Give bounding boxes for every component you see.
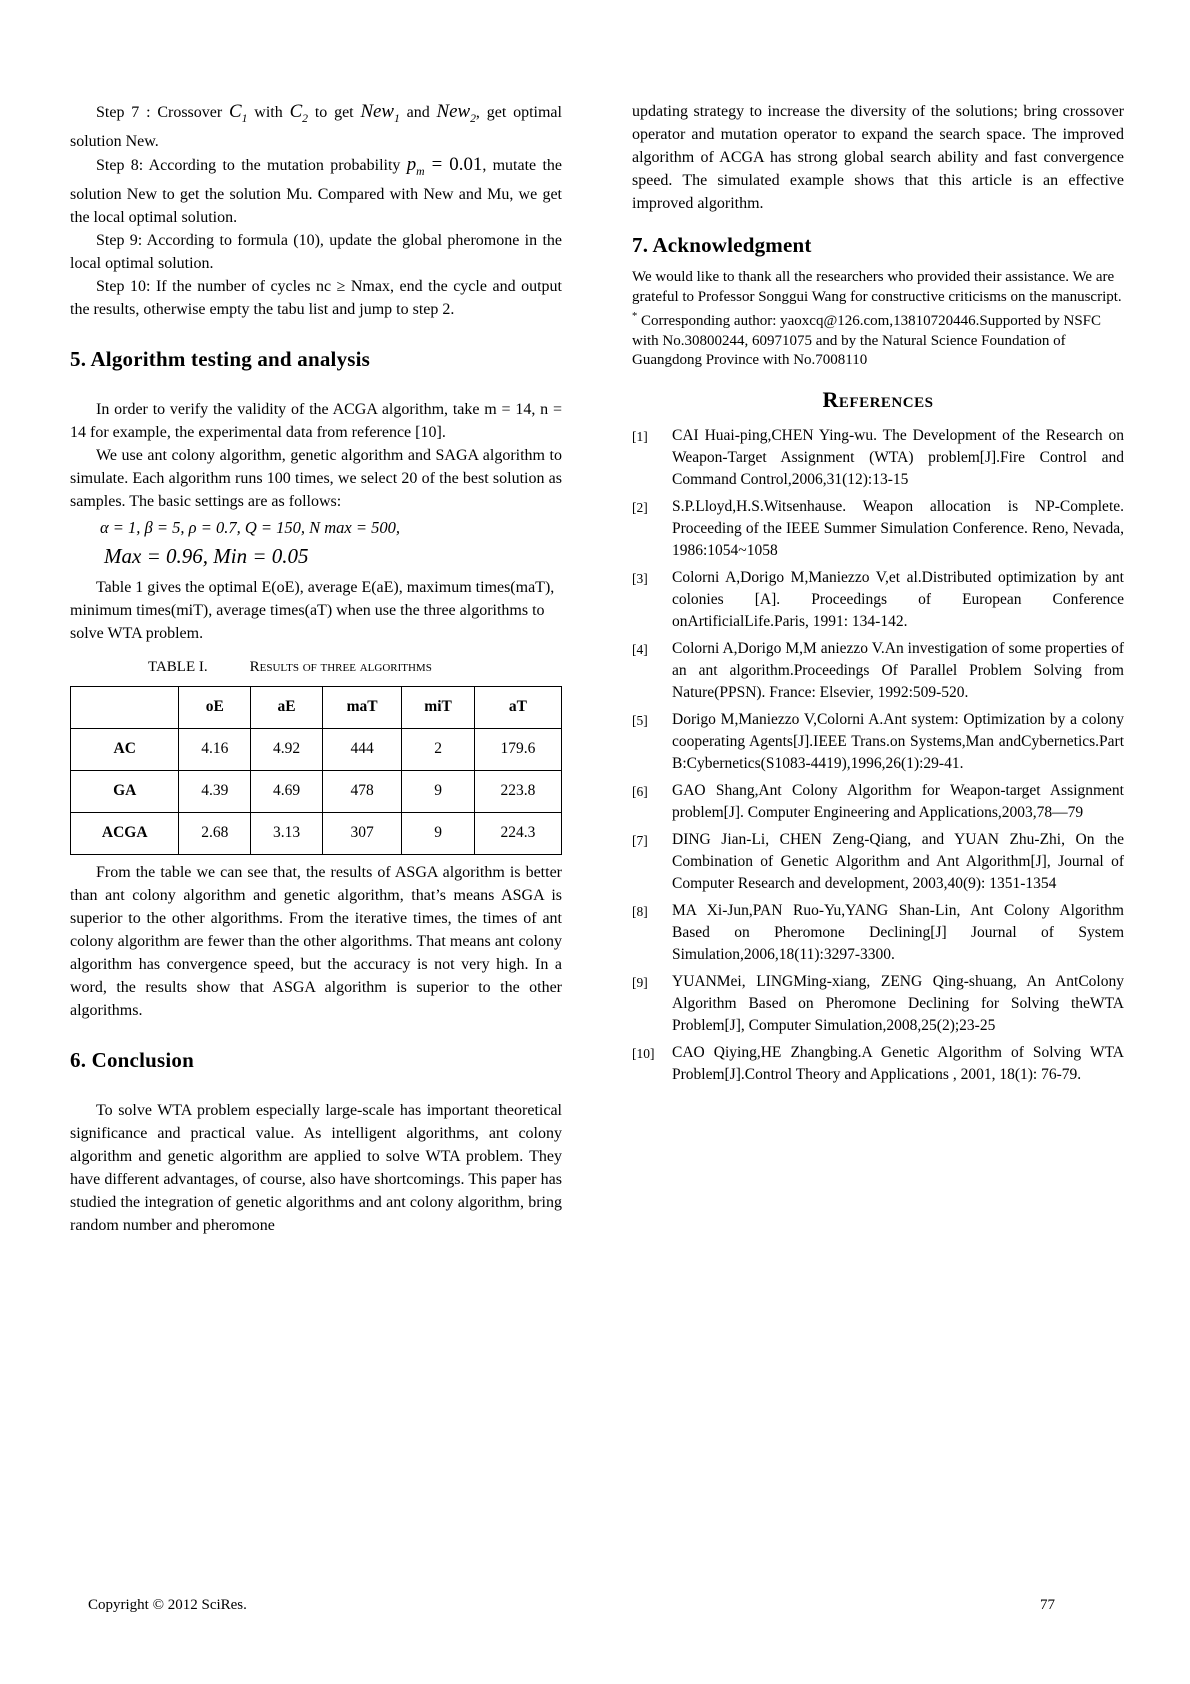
table-cell: 224.3 — [474, 812, 561, 854]
text-run: Step 7 : Crossover — [96, 104, 230, 121]
reference-item — [632, 425, 1124, 491]
table-caption — [70, 659, 562, 676]
header-cell-oE: oE — [179, 686, 251, 728]
row-label: ACGA — [71, 812, 179, 854]
formula-parameters: α = 1, β = 5, ρ = 0.7, Q = 150, N max = 500, — [100, 517, 401, 537]
reference-number: [7] — [632, 832, 648, 848]
reference-text: GAO Shang,Ant Colony Algorithm for Weapon-target Assignment problem[J]. Computer Engineering and Applications,2003,78—79 — [672, 781, 1124, 821]
table-cell: 9 — [402, 812, 475, 854]
table-cell: 478 — [322, 770, 401, 812]
table-cell: 2 — [402, 728, 475, 770]
header-cell-aE: aE — [251, 686, 323, 728]
table-cell: 223.8 — [474, 770, 561, 812]
header-cell-blank — [71, 686, 179, 728]
subscript: 2 — [302, 111, 308, 125]
reference-text: Colorni A,Dorigo M,M aniezzo V.An investigation of some properties of an ant algorithm.Proceedings Of Parallel Problem Solving from Nature(PPSN). France: Elsevier, 1992:509-520. — [672, 639, 1124, 701]
table-cell: 444 — [322, 728, 401, 770]
table-caption-title: Results of three algorithms — [249, 658, 432, 675]
reference-item — [632, 496, 1124, 562]
left-column — [70, 100, 562, 1237]
text-run: , mutate the solution New to get the solution Mu. Compared with New and Mu, we get the local optimal solution. — [70, 156, 563, 226]
reference-text: Dorigo M,Maniezzo V,Colorni A.Ant system: Optimization by a colony cooperating Agents[J].IEEE Trans.on Systems,Man andCybernetics.Part B:Cybernetics(S1083-4419),1996,26(1):29-41. — [672, 710, 1124, 772]
reference-text: MA Xi-Jun,PAN Ruo-Yu,YANG Shan-Lin, Ant Colony Algorithm Based on Pheromone Declining[J] Journal of System Simulation,2006,18(11):3297-3300. — [672, 901, 1124, 963]
math-var-c1 — [229, 101, 248, 125]
text-run: Corresponding author: yaoxcq@126.com,13810720446.Supported by NSFC with No.30800244, 60971075 and by the Natural Science Foundation of Guangdong Province with No.7008110 — [632, 313, 1102, 368]
subscript: 2 — [470, 111, 476, 125]
paragraph-table-intro: Table 1 gives the optimal E(oE), average E(aE), maximum times(maT), minimum times(miT), average times(aT) when use the three algorithms to solve WTA problem. — [70, 578, 555, 642]
paragraph-step10: Step 10: If the number of cycles nc ≥ Nmax, end the cycle and output the results, otherwise empty the tabu list and jump to step 2. — [70, 277, 562, 318]
paragraph-conclusion: To solve WTA problem especially large-scale has important theoretical significance and practical value. As intelligent algorithms, ant colony algorithm and genetic algorithm are applied to solve WTA problem. They have different advantages, of course, also have shortcomings. This paper has studied the integration of genetic algorithms and ant colony algorithm, bring random number and pheromone — [70, 1101, 562, 1234]
reference-number: [9] — [632, 974, 648, 990]
reference-number: [5] — [632, 712, 648, 728]
paragraph-step8 — [70, 153, 562, 229]
reference-text: Colorni A,Dorigo M,Maniezzo V,et al.Distributed optimization by ant colonies [A]. Proceedings of European Conference onArtificialLife.Paris, 1991: 134-142. — [672, 568, 1124, 630]
table-row — [71, 812, 562, 854]
section-heading-5: 5. Algorithm testing and analysis — [70, 346, 371, 371]
header-cell-maT: maT — [322, 686, 401, 728]
header-cell-aT: aT — [474, 686, 561, 728]
table-cell: 4.92 — [251, 728, 323, 770]
table-cell: 4.16 — [179, 728, 251, 770]
reference-text: S.P.Lloyd,H.S.Witsenhause. Weapon allocation is NP-Complete. Proceeding of the IEEE Summer Simulation Conference. Reno, Nevada, 1986:1054~1058 — [672, 497, 1124, 559]
math-var-new2 — [436, 101, 476, 125]
table-cell: 179.6 — [474, 728, 561, 770]
reference-text: DING Jian-Li, CHEN Zeng-Qiang, and YUAN Zhu-Zhi, On the Combination of Genetic Algorithm and Ant Algorithm[J], Journal of Computer Research and development, 2003,40(9): 1351-1354 — [672, 830, 1124, 892]
reference-text: YUANMei, LINGMing-xiang, ZENG Qing-shuang, An AntColony Algorithm Based on Pheromone Declining for Solving theWTA Problem[J], Computer Simulation,2008,25(2);23-25 — [672, 972, 1124, 1034]
formula-max-min: Max = 0.96, Min = 0.05 — [104, 543, 309, 568]
row-label: AC — [71, 728, 179, 770]
results-table — [70, 686, 562, 855]
table-caption-label: TABLE I. — [148, 658, 208, 675]
section-heading-6: 6. Conclusion — [70, 1047, 194, 1072]
text-run: New — [436, 101, 471, 122]
table-cell: 9 — [402, 770, 475, 812]
reference-number: [6] — [632, 783, 648, 799]
text-run: , get optimal solution New. — [70, 104, 562, 150]
text-run: Step 8: According to the mutation probability — [96, 156, 407, 174]
reference-number: [4] — [632, 641, 648, 657]
math-var-pm — [406, 153, 425, 178]
table-row — [71, 728, 562, 770]
footer-page-number: 77 — [1040, 1597, 1055, 1613]
reference-number: [3] — [632, 570, 648, 586]
text-run: p — [406, 153, 417, 175]
references-heading: References — [822, 386, 934, 412]
reference-item — [632, 709, 1124, 775]
paragraph-step9: Step 9: According to formula (10), update the global pheromone in the local optimal solution. — [70, 231, 562, 272]
reference-item — [632, 971, 1124, 1037]
paragraph-updating: updating strategy to increase the diversity of the solutions; bring crossover operator and mutation operator to expand the search space. The improved algorithm of ACGA has strong global search ability and fast convergence speed. The simulated example shows that this article is an effective improved algorithm. — [632, 103, 1124, 212]
text-run: New — [360, 101, 394, 122]
reference-item — [632, 567, 1124, 633]
paragraph-discussion: From the table we can see that, the results of ASGA algorithm is better than ant colony algorithm and genetic algorithm, that’s means ASGA is superior to the other algorithms. From the iterative times, the times of ant colony algorithm are fewer than the other algorithms. That means ant colony algorithm has convergence speed, but the accuracy is not very high. In a word, the results show that ASGA algorithm is superior to the other algorithms. — [70, 863, 562, 1019]
table-cell: 2.68 — [179, 812, 251, 854]
math-var-new1 — [360, 101, 400, 125]
subscript: 1 — [393, 111, 400, 125]
text-run: C — [289, 101, 303, 122]
table-cell: 4.69 — [251, 770, 323, 812]
text-run: and — [399, 104, 437, 121]
reference-number: [1] — [632, 428, 648, 444]
reference-number: [2] — [632, 499, 648, 515]
text-run: We would like to thank all the researchers who provided their assistance. We are grateful to Professor Songgui Wang for constructive criticisms on the manuscript. — [632, 269, 1122, 305]
table-cell: 4.39 — [179, 770, 251, 812]
reference-item — [632, 780, 1124, 824]
paragraph-verify: In order to verify the validity of the ACGA algorithm, take m = 14, n = 14 for example, the experimental data from reference [10]. — [70, 400, 562, 441]
corresponding-author-asterisk: * — [632, 311, 638, 322]
subscript: 1 — [241, 111, 248, 125]
reference-item — [632, 638, 1124, 704]
table-cell: 3.13 — [251, 812, 323, 854]
row-label: GA — [71, 770, 179, 812]
text-run: to get — [308, 104, 361, 121]
reference-item — [632, 900, 1124, 966]
table-cell: 307 — [322, 812, 401, 854]
math-var-c2 — [289, 101, 308, 125]
reference-item — [632, 829, 1124, 895]
footer-copyright: Copyright © 2012 SciRes. — [88, 1597, 247, 1613]
text-run: with — [247, 104, 290, 121]
table-row — [71, 770, 562, 812]
reference-number: [10] — [632, 1045, 655, 1061]
math-value: = 0.01 — [424, 153, 483, 175]
reference-text: CAO Qiying,HE Zhangbing.A Genetic Algorithm of Solving WTA Problem[J].Control Theory and Applications , 2001, 18(1): 76-79. — [672, 1043, 1124, 1083]
paragraph-step7 — [70, 100, 562, 153]
section-heading-7: 7. Acknowledgment — [632, 233, 812, 257]
right-column — [632, 100, 1124, 1091]
text-run: C — [229, 101, 242, 122]
reference-text: CAI Huai-ping,CHEN Ying-wu. The Development of the Research on Weapon-Target Assignment (WTA) problem[J].Fire Control and Command Control,2006,31(12):13-15 — [672, 426, 1124, 488]
table-header-row — [71, 686, 562, 728]
reference-number: [8] — [632, 903, 648, 919]
paragraph-acknowledgment — [632, 268, 1124, 371]
subscript: m — [416, 164, 425, 178]
reference-item — [632, 1042, 1124, 1086]
paragraph-simulate: We use ant colony algorithm, genetic algorithm and SAGA algorithm to simulate. Each algorithm runs 100 times, we select 20 of the best solution as samples. The basic settings are as follows: — [70, 446, 562, 510]
header-cell-miT: miT — [402, 686, 475, 728]
